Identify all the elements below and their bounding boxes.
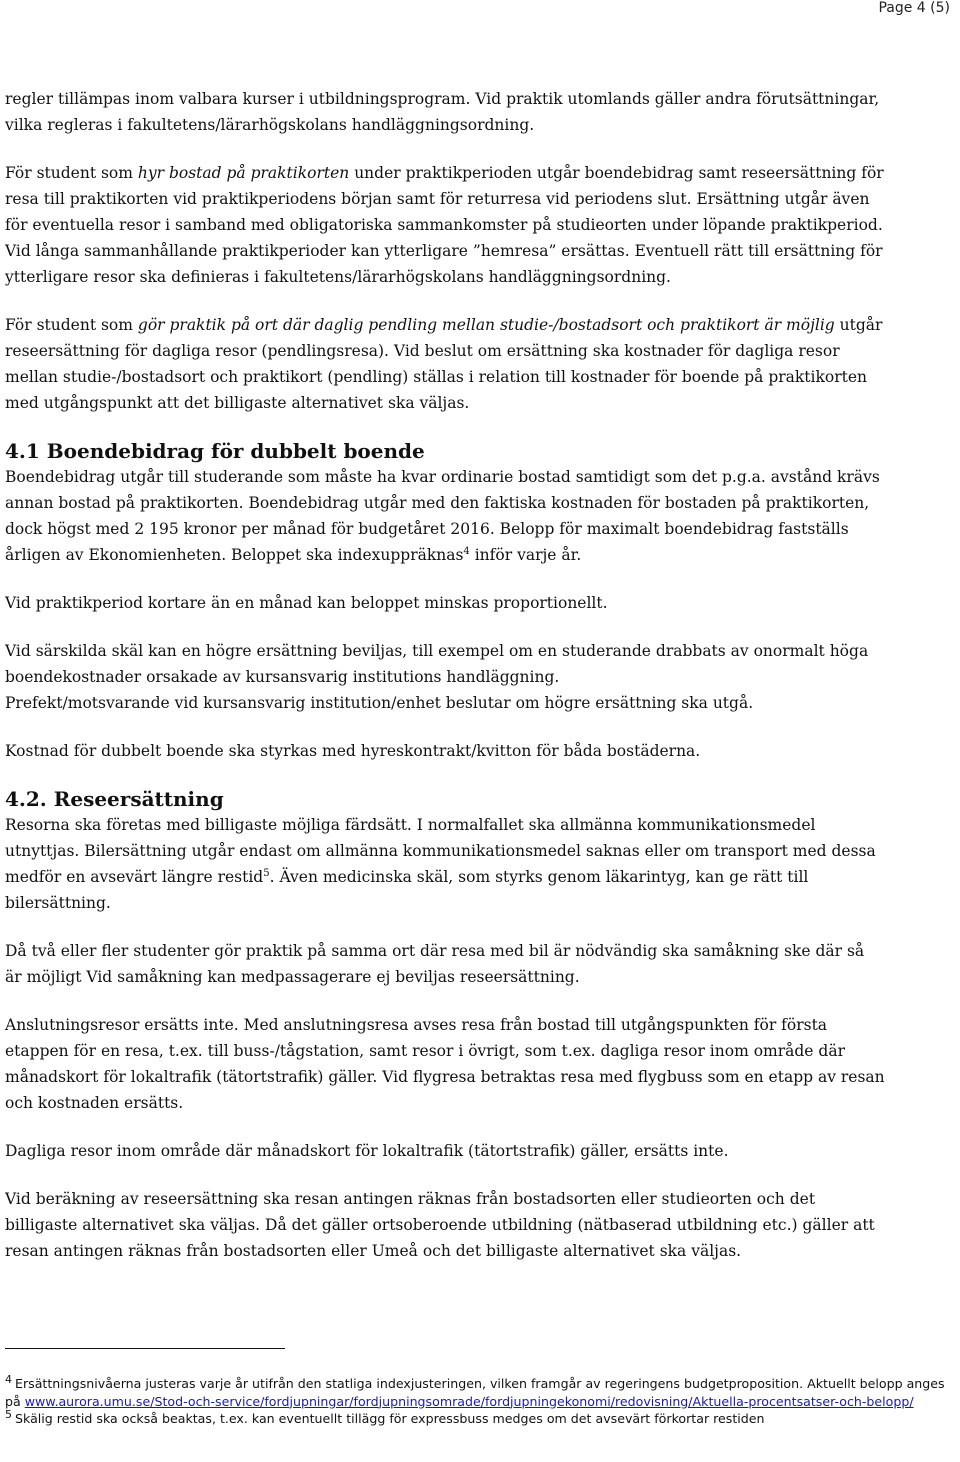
paragraph-dagliga-resor: Dagliga resor inom område där månadskort för lokaltrafik (tätortstrafik) gäller, ersätts inte. bbox=[5, 1142, 729, 1160]
footnote-ref-4[interactable]: 4 bbox=[463, 546, 470, 557]
footnote-5 bbox=[5, 1410, 955, 1428]
footnote-number-4: 4 bbox=[5, 1373, 12, 1386]
footnote-4 bbox=[5, 1375, 955, 1410]
text-run: Boendebidrag utgår till studerande som måste ha kvar ordinarie bostad samtidigt som det p.g.a. avstånd krävs annan bostad på praktikorten. Boendebidrag utgår med den faktiska kostnaden för bostaden på praktikorten, dock högst med 2 195 kronor per månad för budgetåret 2016. Belopp för maximalt boendebidrag fastställs årligen av Ekonomienheten. Beloppet ska indexuppräknas bbox=[5, 468, 880, 564]
text-run: utgår reseersättning för dagliga resor (pendlingsresa). Vid beslut om ersättning ska kostnader för dagliga resor mellan studie-/bostadsort och praktikort (pendling) ställas i relation till kostnader för boende på praktikorten med utgångspunkt att det billigaste alternativet ska väljas. bbox=[5, 316, 883, 412]
aurora-link[interactable]: www.aurora.umu.se/Stod-och-service/fordjupningar/fordjupningsomrade/fordjupningekonomi/redovisning/Aktuella-procentsatser-och-belopp/ bbox=[24, 1393, 914, 1409]
paragraph-sarskilda-skal: Vid särskilda skäl kan en högre ersättning beviljas, till exempel om en studerande drabbats av onormalt höga boendekostnader orsakade av kursansvarig institutions handläggning. bbox=[5, 642, 869, 686]
text-run: För student som bbox=[5, 316, 138, 334]
text-run: För student som bbox=[5, 164, 138, 182]
text-run: Resorna ska företas med billigaste möjliga färdsätt. I normalfallet ska allmänna kommunikationsmedel utnyttjas. Bilersättning utgår endast om allmänna kommunikationsmedel saknas eller om transport med dessa medför en avsevärt längre restid bbox=[5, 816, 876, 886]
paragraph-berakning: Vid beräkning av reseersättning ska resan antingen räknas från bostadsorten eller studieorten och det billigaste alternativet ska väljas. Då det gäller ortsoberoende utbildning (nätbaserad utbildning etc.) gäller att resan antingen räknas från bostadsorten eller Umeå och det billigaste alternativet ska väljas. bbox=[5, 1190, 875, 1260]
paragraph-prefekt: Prefekt/motsvarande vid kursansvarig institution/enhet beslutar om högre ersättning ska utgå. bbox=[5, 694, 754, 712]
footnote-5-text: Skälig restid ska också beaktas, t.ex. kan eventuellt tillägg för expressbuss medges om det avsevärt förkortar restiden bbox=[15, 1411, 765, 1426]
paragraph-kostnad-dubbelt-boende: Kostnad för dubbelt boende ska styrkas med hyreskontrakt/kvitton för båda bostäderna. bbox=[5, 742, 701, 760]
page-number: Page 4 (5) bbox=[878, 0, 950, 16]
paragraph-anslutningsresor: Anslutningsresor ersätts inte. Med anslutningsresa avses resa från bostad till utgångspunkten för första etappen för en resa, t.ex. till buss-/tågstation, samt resor i övrigt, som t.ex. dagliga resor inom område där månadskort för lokaltrafik (tätortstrafik) gäller. Vid flygresa betraktas resa med flygbuss som en etapp av resan och kostnaden ersätts. bbox=[5, 1016, 885, 1112]
paragraph-billigaste-fardsatt bbox=[5, 812, 885, 916]
footnote-divider bbox=[5, 1348, 285, 1349]
paragraph-daglig-pendling bbox=[5, 312, 885, 416]
paragraph-kortare-praktik: Vid praktikperiod kortare än en månad kan beloppet minskas proportionellt. bbox=[5, 594, 608, 612]
footnote-number-5: 5 bbox=[5, 1408, 12, 1421]
footnote-4-text: Ersättningsnivåerna justeras varje år utifrån den statliga indexjusteringen, vilken framgår av regeringens budgetproposition. Aktuellt belopp anges på bbox=[5, 1376, 945, 1409]
paragraph-hyr-bostad bbox=[5, 160, 885, 290]
footnotes bbox=[5, 1348, 955, 1428]
text-run: under praktikperioden utgår boendebidrag samt reseersättning för resa till praktikorten vid praktikperiodens början samt för returresa vid periodens slut. Ersättning utgår även för eventuella resor i samband med obligatoriska sammankomster på studieorten under löpande praktikperiod. Vid långa sammanhållande praktikperioder kan ytterligare ”hemresa” ersättas. Eventuell rätt till ersättning för ytterligare resor ska definieras i fakultetens/lärarhögskolans handläggningsordning. bbox=[5, 164, 884, 286]
text-run: inför varje år. bbox=[469, 546, 582, 564]
document-body bbox=[5, 86, 885, 1286]
emphasis-hyr-bostad: hyr bostad på praktikorten bbox=[137, 164, 350, 182]
footnote-ref-5[interactable]: 5 bbox=[263, 868, 270, 879]
heading-boendebidrag: 4.1 Boendebidrag för dubbelt boende bbox=[5, 439, 425, 463]
paragraph-samakning: Då två eller fler studenter gör praktik på samma ort där resa med bil är nödvändig ska samåkning ske där så är möjligt Vid samåkning kan medpassagerare ej beviljas reseersättning. bbox=[5, 942, 865, 986]
emphasis-daglig-pendling: gör praktik på ort där daglig pendling mellan studie-/bostadsort och praktikort är möjlig bbox=[137, 316, 835, 334]
paragraph-valbara-kurser: regler tillämpas inom valbara kurser i utbildningsprogram. Vid praktik utomlands gäller andra förutsättningar, vilka regleras i fakultetens/lärarhögskolans handläggningsordning. bbox=[5, 90, 880, 134]
heading-reseersattning: 4.2. Reseersättning bbox=[5, 787, 224, 811]
text-run: . Även medicinska skäl, som styrks genom läkarintyg, kan ge rätt till bilersättning. bbox=[5, 868, 809, 912]
paragraph-boendebidrag bbox=[5, 464, 885, 568]
